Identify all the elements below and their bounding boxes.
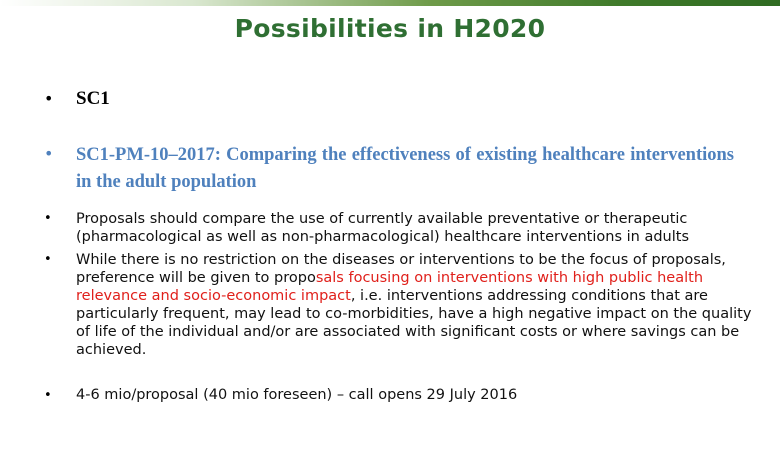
bullet-glyph: • xyxy=(44,211,52,226)
top-decorative-bar xyxy=(0,0,780,6)
funding-line: 4-6 mio/proposal (40 mio foreseen) – call opens 29 July 2016 xyxy=(76,387,518,403)
bullet-glyph: • xyxy=(44,252,52,267)
bullet-glyph: • xyxy=(44,388,52,403)
slide-title: Possibilities in H2020 xyxy=(234,14,546,43)
preference-text-end: , i.e. interventions addressing conditions that are particularly frequent, may lead to co-morbidities, have a high negative impact on the quality of life of the individual and/or are associated with significant costs or where savings can be achieved. xyxy=(76,288,752,358)
preference-paragraph xyxy=(76,251,756,359)
preference-text-start: While there is no restriction on the diseases or interventions to be the focus of proposals, preference will be given to propo xyxy=(76,252,726,286)
preference-highlight: sals focusing on interventions with high public health relevance and socio-economic impact xyxy=(76,270,704,304)
bullet-glyph: • xyxy=(44,144,54,163)
bullet-glyph: • xyxy=(44,89,54,108)
call-title: SC1-PM-10–2017: Comparing the effectiveness of existing healthcare interventions in the adult population xyxy=(76,145,734,192)
proposal-paragraph: Proposals should compare the use of currently available preventative or therapeutic (pharmacological as well as non-pharmacological) healthcare interventions in adults xyxy=(76,211,690,245)
sc1-heading: SC1 xyxy=(76,88,110,109)
